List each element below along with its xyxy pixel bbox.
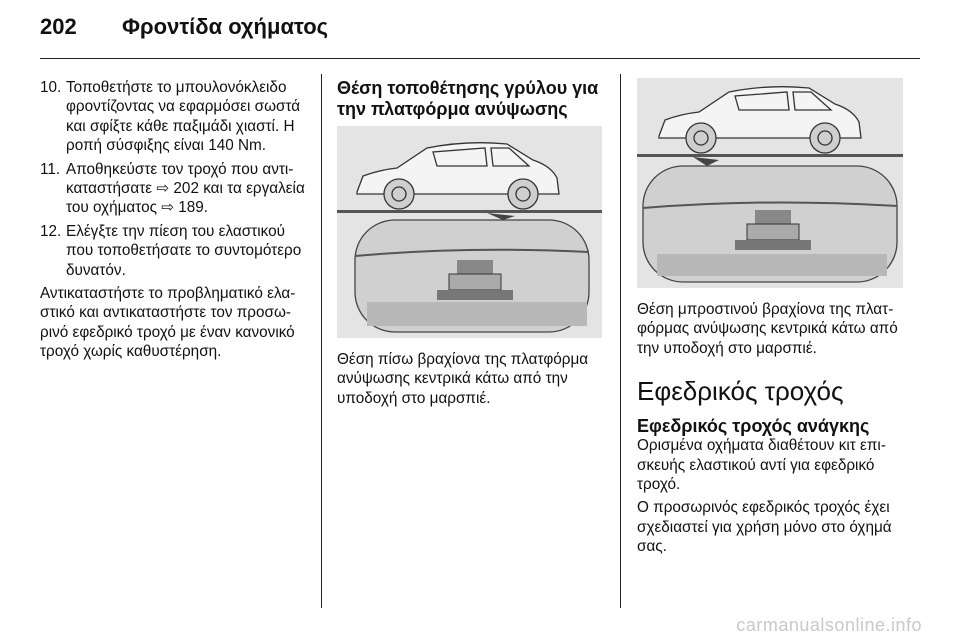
- step-number: 12.: [40, 222, 62, 240]
- subheading: Εφεδρικός τροχός ανάγκης: [637, 416, 870, 437]
- page-header: [40, 14, 920, 44]
- section-title: Εφεδρικός τροχός: [637, 376, 844, 407]
- step-item: [40, 222, 310, 280]
- chapter-title: Φροντίδα οχήματος: [122, 14, 329, 39]
- column-2: [337, 78, 605, 408]
- column-1: [40, 78, 310, 366]
- header-rule: [40, 58, 920, 59]
- rear-lift-point-illustration: [337, 126, 602, 338]
- step-text: Τοποθετήστε το μπουλονόκλειδο φροντίζοντας να εφαρμόσει σωστά και σφίξτε κάθε παξιμάδι χιαστί. Η ροπή σύσφιξης είναι 140 Nm.: [66, 79, 301, 155]
- figure-caption: Θέση μπροστινού βραχίονα της πλατφόρμας ανύψωσης κεντρικά κάτω από την υποδοχή στο μαρσπιέ.: [637, 301, 898, 357]
- step-number: 11.: [40, 160, 61, 178]
- column-divider-2: [620, 74, 621, 608]
- step-item: [40, 78, 310, 156]
- step-item: [40, 160, 310, 218]
- page-number: 202: [40, 14, 77, 39]
- step-text: Αποθηκεύστε τον τροχό που αντικαταστήσατε ⇨ 202 και τα εργαλεία του οχήματος ⇨ 189.: [66, 160, 305, 217]
- column-3: [637, 78, 905, 561]
- body-paragraph: Ορισμένα οχήματα διαθέτουν κιτ επισκευής ελαστικού αντί για εφεδρικό τροχό.: [637, 437, 886, 494]
- step-number: 10.: [40, 79, 62, 96]
- column-divider-1: [321, 74, 322, 608]
- body-paragraph: Ο προσωρινός εφεδρικός τροχός έχει σχεδιαστεί για χρήση μόνο στο όχημά σας.: [637, 499, 892, 556]
- watermark-text: carmanualsonline.info: [736, 615, 922, 635]
- front-lift-point-illustration: [637, 78, 903, 288]
- section-heading: Θέση τοποθέτησης γρύλου για την πλατφόρμα ανύψωσης: [337, 78, 599, 119]
- figure-caption: Θέση πίσω βραχίονα της πλατφόρμα ανύψωσης κεντρικά κάτω από την υποδοχή στο μαρσπιέ.: [337, 351, 589, 407]
- body-paragraph: Αντικαταστήστε το προβληματικό ελαστικό και αντικαταστήστε τον προσωρινό εφεδρικό τροχό με έναν κανονικό τροχό χωρίς καθυστέρηση.: [40, 285, 296, 361]
- step-text: Ελέγξτε την πίεση του ελαστικού που τοποθετήσατε το συντομότερο δυνατόν.: [66, 222, 302, 279]
